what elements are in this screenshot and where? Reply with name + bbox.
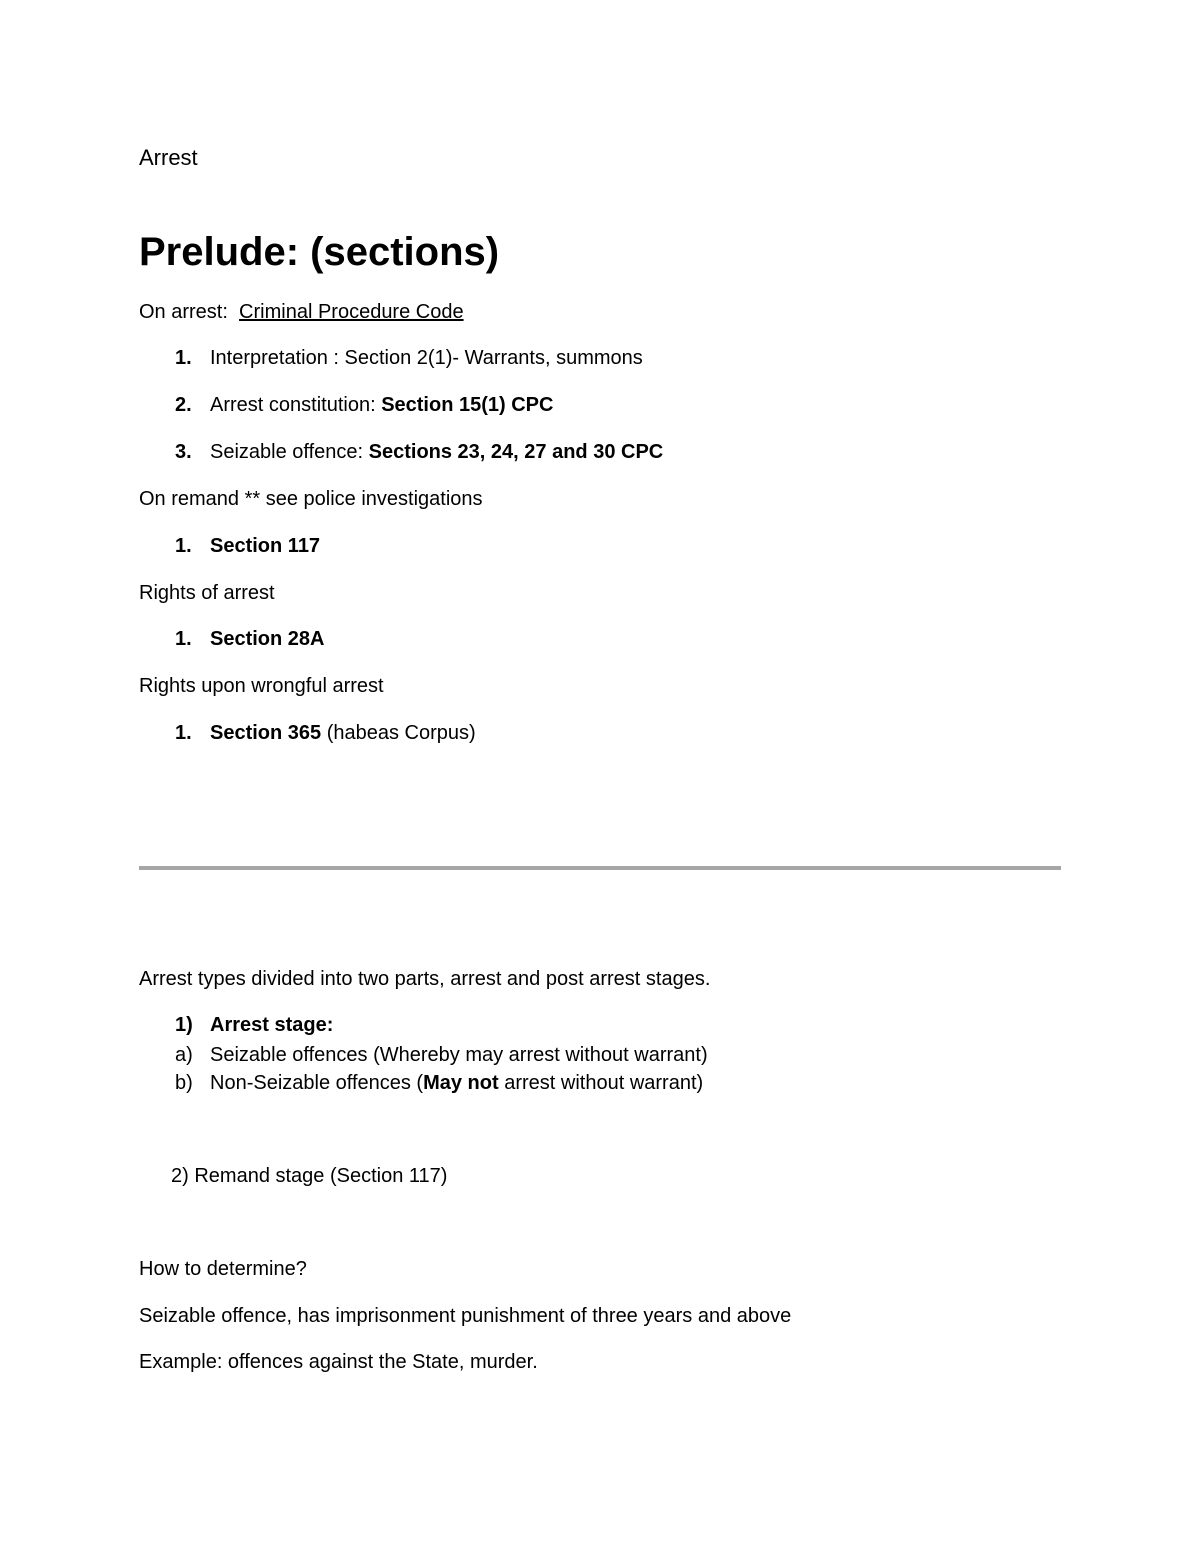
list-item-bold: Sections 23, 24, 27 and 30 CPC xyxy=(368,441,664,463)
on-arrest-line xyxy=(139,300,464,324)
stage-number: 1) xyxy=(175,1014,193,1036)
list-item-number: 1. xyxy=(175,347,192,369)
list-item-number: 1. xyxy=(175,628,192,650)
document-title: Arrest xyxy=(139,145,198,170)
list-item-arrest-constitution xyxy=(210,393,553,417)
example-text: Example: offences against the State, murder. xyxy=(139,1351,538,1373)
arrest-types-intro: Arrest types divided into two parts, arrest and post arrest stages. xyxy=(139,968,711,990)
on-arrest-label: On arrest: xyxy=(139,301,228,323)
sub-item-seizable: Seizable offences (Whereby may arrest without warrant) xyxy=(210,1044,708,1066)
list-item-bold: Section 15(1) CPC xyxy=(381,394,554,416)
list-item-number: 1. xyxy=(175,535,192,557)
list-item-number: 3. xyxy=(175,441,192,463)
list-item-interpretation xyxy=(210,346,643,370)
list-item-section-365 xyxy=(210,721,476,745)
remand-stage-line: 2) Remand stage (Section 117) xyxy=(171,1165,448,1187)
sub-item-letter: a) xyxy=(175,1044,193,1066)
list-item-number: 1. xyxy=(175,722,192,744)
sub-item-non-seizable xyxy=(210,1071,703,1095)
list-item-number: 2. xyxy=(175,394,192,416)
page-heading: Prelude: (sections) xyxy=(139,230,500,274)
list-item-text: Seizable offence: xyxy=(210,441,369,463)
cpc-link[interactable]: Criminal Procedure Code xyxy=(239,301,464,323)
seizable-rule-text: Seizable offence, has imprisonment punishment of three years and above xyxy=(139,1305,792,1327)
rights-of-arrest-label: Rights of arrest xyxy=(139,582,275,604)
rights-wrongful-label: Rights upon wrongful arrest xyxy=(139,675,384,697)
list-item-text: Arrest constitution: xyxy=(210,394,382,416)
list-item-section-28a: Section 28A xyxy=(210,628,325,650)
sub-item-bold: May not xyxy=(423,1072,499,1094)
horizontal-divider xyxy=(139,866,1061,870)
list-item-bold: Section 365 xyxy=(210,722,322,744)
arrest-stage-label: Arrest stage: xyxy=(210,1014,334,1036)
list-item-text: Interpretation : Section 2(1)- Warrants, summons xyxy=(210,347,643,369)
sub-item-letter: b) xyxy=(175,1072,193,1094)
on-remand-label: On remand ** see police investigations xyxy=(139,488,483,510)
list-item-section-117: Section 117 xyxy=(210,535,321,557)
how-to-determine-question: How to determine? xyxy=(139,1258,307,1280)
sub-item-text: arrest without warrant) xyxy=(498,1072,704,1094)
sub-item-text: Non-Seizable offences ( xyxy=(210,1072,424,1094)
list-item-text: (habeas Corpus) xyxy=(321,722,476,744)
list-item-seizable-offence xyxy=(210,440,663,464)
